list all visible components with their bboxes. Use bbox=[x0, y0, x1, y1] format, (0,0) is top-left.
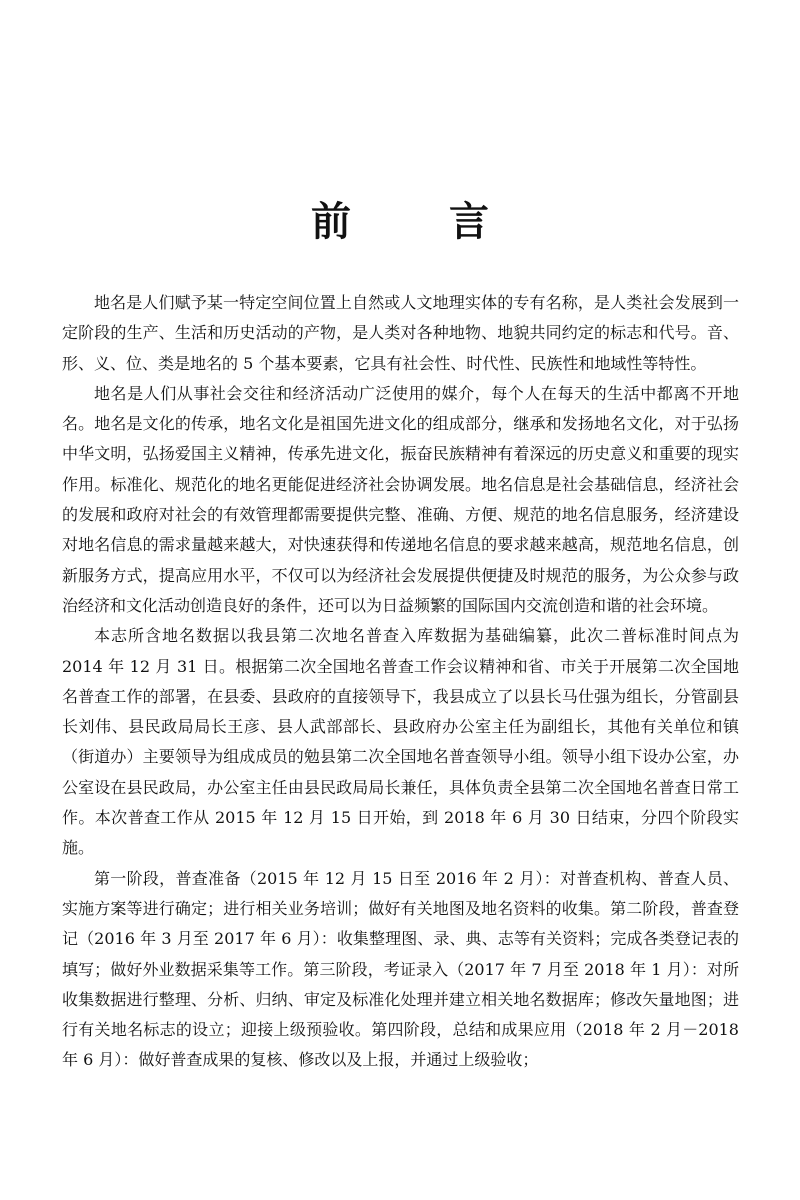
body-text bbox=[62, 288, 739, 1076]
paragraph-1: 地名是人们赋予某一特定空间位置上自然或人文地理实体的专有名称，是人类社会发展到一定阶段的生产、生活和历史活动的产物，是人类对各种地物、地貌共同约定的标志和代号。音、形、义、位、类是地名的 5 个基本要素，它具有社会性、时代性、民族性和地域性等特性。 bbox=[62, 293, 739, 373]
paragraph-4: 第一阶段，普查准备（2015 年 12 月 15 日至 2016 年 2 月）：对普查机构、普查人员、实施方案等进行确定；进行相关业务培训；做好有关地图及地名资料的收集。第二阶段，普查登记（2016 年 3 月至 2017 年 6 月）：收集整理图、录、典、志等有关资料；完成各类登记表的填写；做好外业数据采集等工作。第三阶段，考证录入（2017 年 7 月至 2018 年 1 月）：对所收集数据进行整理、分析、归纳、审定及标准化处理并建立相关地名数据库；修改矢量地图；进行有关地名标志的设立；迎接上级预验收。第四阶段，总结和成果应用（2018 年 2 月－2018 年 6 月）：做好普查成果的复核、修改以及上报，并通过上级验收； bbox=[62, 868, 739, 1070]
paragraph-3: 本志所含地名数据以我县第二次地名普查入库数据为基础编纂，此次二普标准时间点为 2014 年 12 月 31 日。根据第二次全国地名普查工作会议精神和省、市关于开展第二次全国地名普查工作的部署，在县委、县政府的直接领导下，我县成立了以县长马仕强为组长，分管副县长刘伟、县民政局局长王彦、县人武部部长、县政府办公室主任为副组长，其他有关单位和镇（街道办）主要领导为组成成员的勉县第二次全国地名普查领导小组。领导小组下设办公室，办公室设在县民政局，办公室主任由县民政局局长兼任，具体负责全县第二次全国地名普查日常工作。本次普查工作从 2015 年 12 月 15 日开始，到 2018 年 6 月 30 日结束，分四个阶段实施。 bbox=[62, 626, 739, 858]
paragraph-2: 地名是人们从事社会交往和经济活动广泛使用的媒介，每个人在每天的生活中都离不开地名。地名是文化的传承，地名文化是祖国先进文化的组成部分，继承和发扬地名文化，对于弘扬中华文明，弘扬爱国主义精神，传承先进文化，振奋民族精神有着深远的历史意义和重要的现实作用。标准化、规范化的地名更能促进经济社会协调发展。地名信息是社会基础信息，经济社会的发展和政府对社会的有效管理都需要提供完整、准确、方便、规范的地名信息服务，经济建设对地名信息的需求量越来越大，对快速获得和传递地名信息的要求越来越高，规范地名信息，创新服务方式，提高应用水平，不仅可以为经济社会发展提供便捷及时规范的服务，为公众参与政治经济和文化活动创造良好的条件，还可以为日益频繁的国际国内交流创造和谐的社会环境。 bbox=[62, 383, 739, 615]
page-title: 前 言 bbox=[311, 199, 531, 245]
